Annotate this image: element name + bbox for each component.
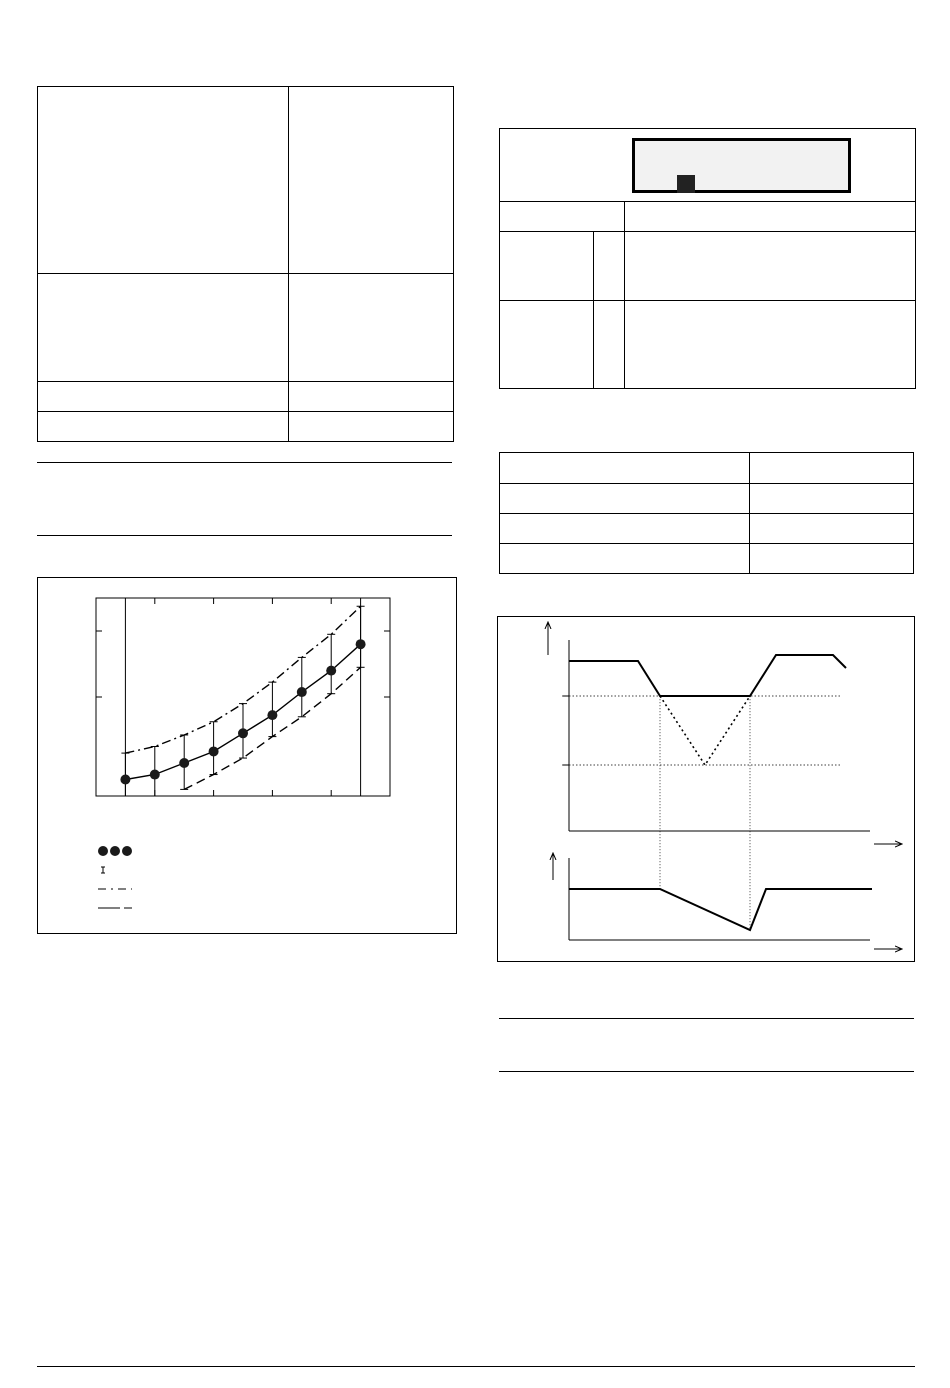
upper-dip-trace <box>660 696 750 765</box>
page-footer-rule <box>37 1366 915 1367</box>
right-note-rule-bottom <box>499 1071 914 1072</box>
upper-signal-trace <box>569 655 846 696</box>
lower-signal-trace <box>569 889 872 930</box>
right-note-rule-top <box>499 1018 914 1019</box>
